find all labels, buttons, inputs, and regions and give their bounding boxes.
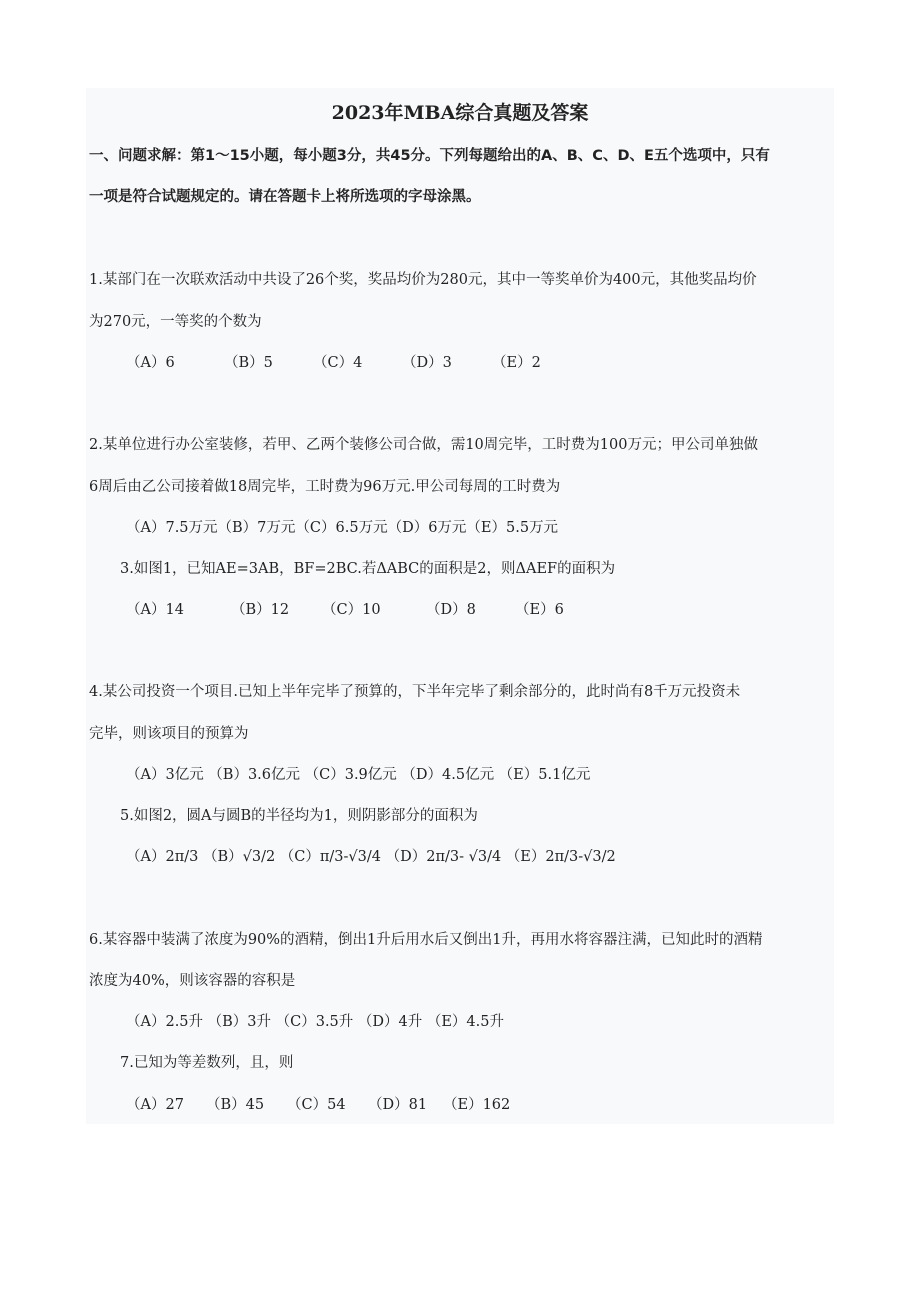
question-7-option-b: （B）45	[206, 1097, 265, 1113]
question-4-options: （A）3亿元 （B）3.6亿元 （C）3.9亿元 （D）4.5亿元 （E）5.1亿元	[126, 767, 591, 783]
question-3-option-e: （E）6	[515, 602, 564, 618]
question-3-option-b: （B）12	[231, 602, 290, 618]
question-6-line-1: 6.某容器中装满了浓度为90%的酒精，倒出1升后用水后又倒出1升，再用水将容器注满，已知此时的酒精	[89, 932, 763, 948]
document-title: 2023年MBA综合真题及答案	[331, 102, 589, 124]
question-3-option-c: （C）10	[322, 602, 381, 618]
question-4-line-2: 完毕，则该项目的预算为	[89, 726, 249, 742]
question-3-line-1: 3.如图1，已知AE=3AB，BF=2BC.若ΔABC的面积是2，则ΔAEF的面积为	[120, 561, 616, 577]
question-1-option-c: （C）4	[313, 355, 363, 371]
question-2-line-1: 2.某单位进行办公室装修，若甲、乙两个装修公司合做，需10周完毕，工时费为100万元；甲公司单独做	[89, 437, 758, 453]
question-7-option-e: （E）162	[443, 1097, 511, 1113]
question-6-options: （A）2.5升 （B）3升 （C）3.5升 （D）4升 （E）4.5升	[126, 1014, 504, 1030]
question-7-option-c: （C）54	[287, 1097, 346, 1113]
question-4-line-1: 4.某公司投资一个项目.已知上半年完毕了预算的，下半年完毕了剩余部分的，此时尚有8千万元投资未	[89, 684, 741, 700]
question-5-options: （A）2π/3 （B）√3/2 （C）π/3-√3/4 （D）2π/3- √3/4 （E）2π/3-√3/2	[126, 849, 616, 865]
question-1-line-2: 为270元，一等奖的个数为	[89, 314, 262, 330]
question-1-option-e: （E）2	[492, 355, 541, 371]
section-instructions-line-2: 一项是符合试题规定的。请在答题卡上将所选项的字母涂黑。	[89, 189, 481, 205]
question-2-options: （A）7.5万元（B）7万元（C）6.5万元（D）6万元（E）5.5万元	[126, 520, 559, 536]
question-1-option-a: （A）6	[126, 355, 175, 371]
question-1-option-d: （D）3	[402, 355, 452, 371]
question-6-line-2: 浓度为40%，则该容器的容积是	[89, 973, 296, 989]
question-7-line-1: 7.已知为等差数列，且，则	[120, 1055, 294, 1071]
question-2-line-2: 6周后由乙公司接着做18周完毕，工时费为96万元.甲公司每周的工时费为	[89, 479, 561, 495]
question-3-option-d: （D）8	[426, 602, 476, 618]
question-1-option-b: （B）5	[224, 355, 273, 371]
question-5-line-1: 5.如图2，圆A与圆B的半径均为1，则阴影部分的面积为	[120, 808, 478, 824]
section-instructions-line-1: 一、问题求解：第1～15小题，每小题3分，共45分。下列每题给出的A、B、C、D、E五个选项中，只有	[89, 148, 770, 164]
question-1-line-1: 1.某部门在一次联欢活动中共设了26个奖，奖品均价为280元，其中一等奖单价为400元，其他奖品均价	[89, 272, 757, 288]
question-3-option-a: （A）14	[126, 602, 184, 618]
question-7-option-d: （D）81	[368, 1097, 428, 1113]
question-7-option-a: （A）27	[126, 1097, 184, 1113]
